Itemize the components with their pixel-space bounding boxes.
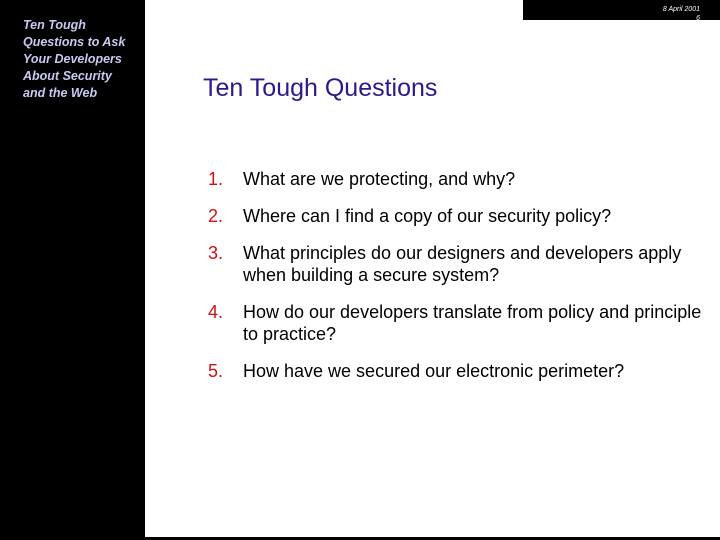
question-number: 1. [208, 169, 224, 189]
list-item [208, 360, 708, 382]
list-item [208, 242, 708, 286]
page-number: 6 [696, 15, 700, 22]
question-number: 3. [208, 243, 224, 263]
page-title: Ten Tough Questions [203, 74, 438, 102]
header-bar [523, 0, 720, 20]
header-date-block [663, 5, 700, 23]
sidebar [0, 0, 145, 540]
list-item [208, 301, 708, 345]
sidebar-title: Ten Tough Questions to Ask Your Developers About Security and the Web [23, 18, 126, 100]
question-text: How do our developers translate from policy and principle to practice? [243, 302, 702, 344]
header-date: 8 April 2001 [662, 6, 700, 13]
list-item [208, 168, 708, 190]
question-number: 2. [208, 206, 224, 226]
question-number: 4. [208, 302, 224, 322]
question-text: What principles do our designers and developers apply when building a secure system? [243, 243, 682, 285]
question-list [208, 168, 708, 397]
question-number: 5. [208, 361, 224, 381]
question-text: Where can I find a copy of our security policy? [243, 206, 612, 226]
question-text: What are we protecting, and why? [243, 169, 516, 189]
question-text: How have we secured our electronic perimeter? [243, 361, 625, 381]
slide-content [145, 0, 720, 537]
list-item [208, 205, 708, 227]
